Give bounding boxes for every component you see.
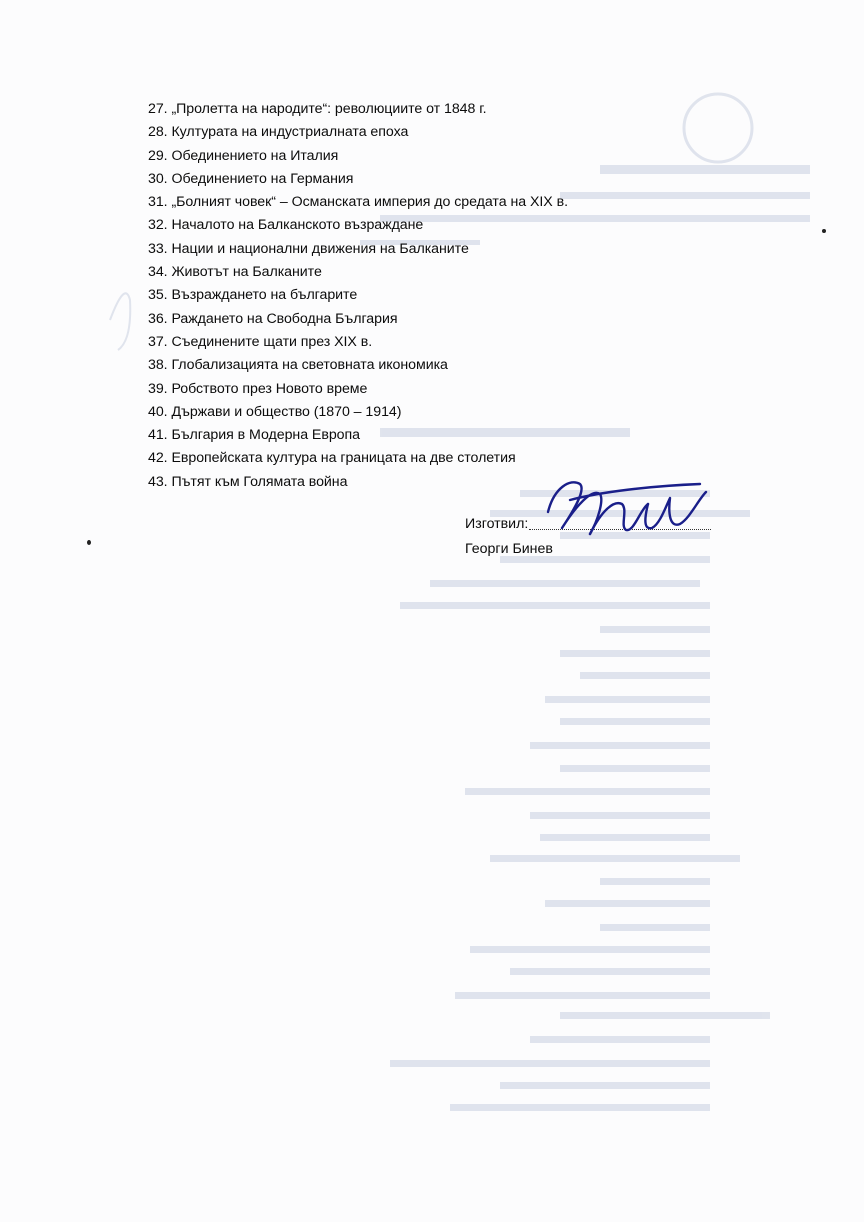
handwritten-signature-icon xyxy=(540,470,720,550)
topic-item: 28. Културата на индустриалната епоха xyxy=(148,124,409,141)
topic-item: 42. Европейската култура на границата на две столетия xyxy=(148,450,516,467)
topic-item: 31. „Болният човек“ – Османската империя до средата на XIX в. xyxy=(148,194,568,211)
topic-item: 27. „Пролетта на народите“: революциите от 1848 г. xyxy=(148,101,487,117)
topic-item: 33. Нации и национални движения на Балканите xyxy=(148,240,469,257)
scan-speck xyxy=(87,540,91,545)
topic-item: 29. Обединението на Италия xyxy=(148,147,339,164)
prepared-by-label: Изготвил: xyxy=(465,516,529,532)
topic-item: 34. Животът на Балканите xyxy=(148,264,322,281)
topic-item: 32. Началото на Балканското възраждане xyxy=(148,217,424,234)
topic-item: 41. България в Модерна Европа xyxy=(148,427,360,444)
scan-speck xyxy=(822,229,826,233)
topic-item: 37. Съединените щати през XIX в. xyxy=(148,333,373,350)
topic-item: 40. Държави и общество (1870 – 1914) xyxy=(148,403,402,420)
topic-item: 35. Възраждането на българите xyxy=(148,287,358,304)
topic-item: 36. Раждането на Свободна България xyxy=(148,310,398,327)
author-name: Георги Бинев xyxy=(465,541,553,557)
topics-list xyxy=(148,98,568,494)
topic-item: 43. Пътят към Голямата война xyxy=(148,473,348,490)
topic-item: 30. Обединението на Германия xyxy=(148,170,354,187)
topic-item: 38. Глобализацията на световната икономика xyxy=(148,357,448,374)
topic-item: 39. Робството през Новото време xyxy=(148,380,368,397)
